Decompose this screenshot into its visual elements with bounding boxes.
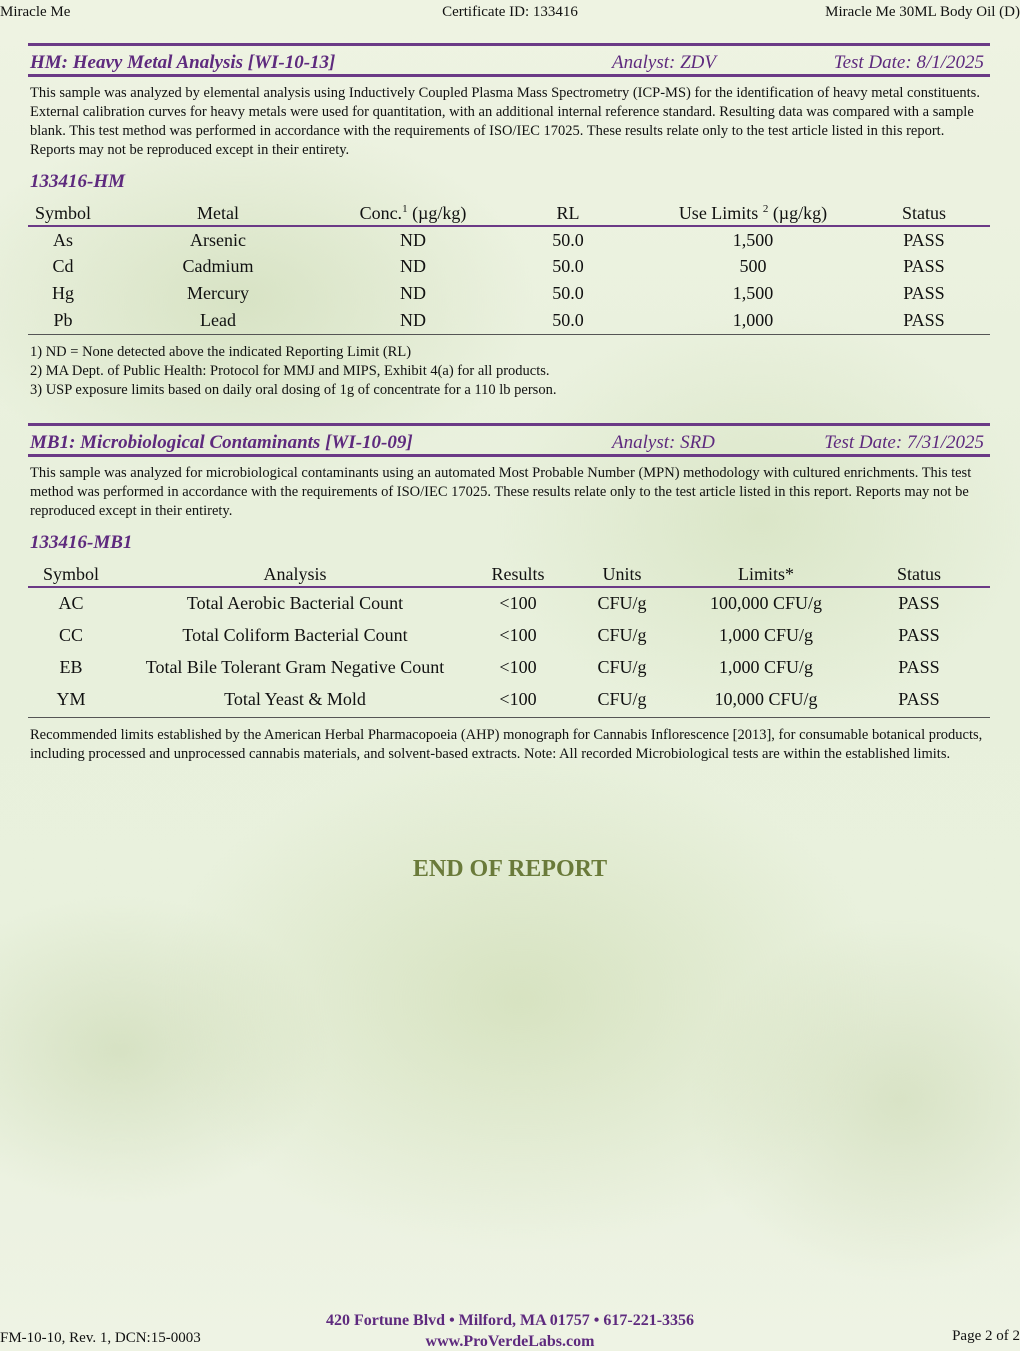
mb-col-symbol: Symbol (42, 564, 99, 584)
hm-note: 2) MA Dept. of Public Health: Protocol for MMJ and MIPS, Exhibit 4(a) for all products. (30, 363, 550, 379)
mb-units: CFU/g (597, 688, 647, 709)
hm-limit: 1,500 (732, 283, 774, 303)
hm-note: 3) USP exposure limits based on daily oral dosing of 1g of concentrate for a 110 lb person. (30, 382, 557, 398)
hm-description: This sample was analyzed by elemental analysis using Inductively Coupled Plasma Mass Spectrometry (ICP-MS) for the identification of heavy metal constituents. External calibration curves for heavy metals were used for quantitation, with an additional internal reference standard. Resulting data was compared with a sample blank. This test method was performed in accordance with the requirements of ISO/IEC 17025. These results relate only to the test article listed in this report. Reports may not be reproduced except in their entirety. (30, 85, 980, 158)
hm-symbol: Cd (52, 256, 74, 276)
mb-col-limits: Limits* (737, 564, 794, 584)
mb-limit: 1,000 CFU/g (718, 624, 814, 645)
mb-bottom-rule (28, 454, 990, 457)
mb-symbol: AC (58, 593, 84, 613)
table-row (28, 226, 990, 253)
mb-status: PASS (898, 688, 940, 709)
hm-notes (30, 343, 556, 400)
mb-section-title: MB1: Microbiological Contaminants [WI-10-09] (30, 432, 413, 453)
table-row (28, 619, 990, 651)
hm-sample-id: 133416-HM (30, 171, 125, 192)
hm-col-conc: Conc.$^1$ (µg/kg) (359, 203, 467, 223)
hm-metal: Lead (200, 310, 236, 330)
hm-note: 1) ND = None detected above the indicated Reporting Limit (RL) (30, 344, 412, 360)
table-row (28, 651, 990, 683)
mb-analysis: Total Coliform Bacterial Count (182, 624, 408, 645)
mb-col-results: Results (491, 564, 545, 584)
mb-analyst: Analyst: SRD (612, 432, 715, 453)
hm-col-rl: RL (556, 203, 580, 223)
hm-header-row (28, 202, 990, 226)
hm-conc: ND (400, 310, 426, 330)
hm-rl: 50.0 (552, 229, 584, 250)
mb-results: <100 (499, 656, 537, 677)
mb-units: CFU/g (597, 624, 647, 645)
mb-results-table (28, 563, 990, 715)
mb-col-units: Units (602, 564, 642, 584)
hm-metal: Cadmium (182, 256, 254, 276)
mb-col-status: Status (896, 564, 941, 584)
mb-limit: 10,000 CFU/g (714, 688, 818, 709)
hm-analyst: Analyst: ZDV (612, 52, 716, 73)
mb-limit: 100,000 CFU/g (709, 593, 823, 613)
mb-status: PASS (898, 624, 940, 645)
hm-results-table (28, 202, 990, 334)
mb-table-end-rule (28, 717, 990, 718)
header-product-name: Miracle Me 30ML Body Oil (D) (825, 4, 1020, 20)
mb-results: <100 (499, 593, 537, 613)
hm-col-limits: Use Limits $^2$ (µg/kg) (678, 203, 828, 223)
hm-status: PASS (903, 283, 945, 303)
hm-rl: 50.0 (552, 283, 584, 303)
mb-status: PASS (898, 593, 940, 613)
hm-limit: 500 (739, 256, 767, 276)
table-row (28, 587, 990, 619)
hm-limit: 1,500 (732, 229, 774, 250)
table-row (28, 253, 990, 280)
hm-symbol: Hg (52, 283, 74, 303)
mb-top-rule (28, 423, 990, 426)
hm-rl: 50.0 (552, 256, 584, 276)
footer-form-id: FM-10-10, Rev. 1, DCN:15-0003 (0, 1330, 201, 1346)
mb-units: CFU/g (597, 593, 647, 613)
hm-conc: ND (400, 256, 426, 276)
mb-analysis: Total Bile Tolerant Gram Negative Count (145, 656, 445, 677)
hm-conc: ND (400, 229, 426, 250)
table-row (28, 683, 990, 715)
mb-analysis: Total Aerobic Bacterial Count (186, 593, 404, 613)
hm-limit: 1,000 (732, 310, 774, 330)
hm-metal: Arsenic (190, 229, 246, 250)
hm-symbol: Pb (53, 310, 73, 330)
hm-status: PASS (903, 256, 945, 276)
hm-col-metal: Metal (197, 203, 239, 223)
mb-sample-id: 133416-MB1 (30, 532, 133, 553)
hm-section-title: HM: Heavy Metal Analysis [WI-10-13] (30, 52, 336, 73)
hm-table-end-rule (28, 334, 990, 335)
footer-website[interactable]: www.ProVerdeLabs.com (425, 1333, 595, 1350)
hm-test-date: Test Date: 8/1/2025 (833, 52, 984, 73)
mb-test-date: Test Date: 7/31/2025 (824, 432, 984, 453)
mb-units: CFU/g (597, 656, 647, 677)
mb-header-row (28, 563, 990, 587)
mb-col-analysis: Analysis (263, 564, 327, 584)
footer-page-number: Page 2 of 2 (952, 1328, 1020, 1344)
table-row (28, 307, 990, 334)
mb-status: PASS (898, 656, 940, 677)
mb-description: This sample was analyzed for microbiological contaminants using an automated Most Probable Number (MPN) methodology with cultured enrichments. This test method was performed in accordance with the requirements of ISO/IEC 17025. These results relate only to the test article listed in this report. Reports may not be reproduced except in their entirety. (30, 465, 972, 519)
hm-bottom-rule (28, 74, 990, 77)
header-certificate-id: Certificate ID: 133416 (442, 4, 578, 20)
mb-symbol: EB (59, 656, 83, 677)
hm-symbol: As (52, 229, 73, 250)
header-sample-name: Miracle Me (0, 4, 71, 20)
end-of-report: END OF REPORT (412, 856, 608, 882)
mb-results: <100 (499, 688, 537, 709)
hm-top-rule (28, 43, 990, 46)
hm-col-symbol: Symbol (34, 203, 91, 223)
mb-analysis: Total Yeast & Mold (224, 688, 366, 709)
mb-symbol: YM (56, 688, 86, 709)
hm-metal: Mercury (187, 283, 249, 303)
hm-col-status: Status (901, 203, 946, 223)
mb-symbol: CC (58, 624, 83, 645)
hm-conc: ND (400, 283, 426, 303)
mb-limit: 1,000 CFU/g (718, 656, 814, 677)
footer-address: 420 Fortune Blvd • Milford, MA 01757 • 617-221-3356 (325, 1312, 695, 1329)
mb-limits-note: Recommended limits established by the American Herbal Pharmacopoeia (AHP) monograph for Cannabis Inflorescence [2013], for consumable botanical products, including processed and unprocessed cannabis materials, and solvent-based extracts. Note: All recorded Microbiological tests are within the established limits. (30, 727, 983, 762)
hm-status: PASS (903, 229, 945, 250)
hm-status: PASS (903, 310, 945, 330)
hm-rl: 50.0 (552, 310, 584, 330)
table-row (28, 280, 990, 307)
mb-results: <100 (499, 624, 537, 645)
